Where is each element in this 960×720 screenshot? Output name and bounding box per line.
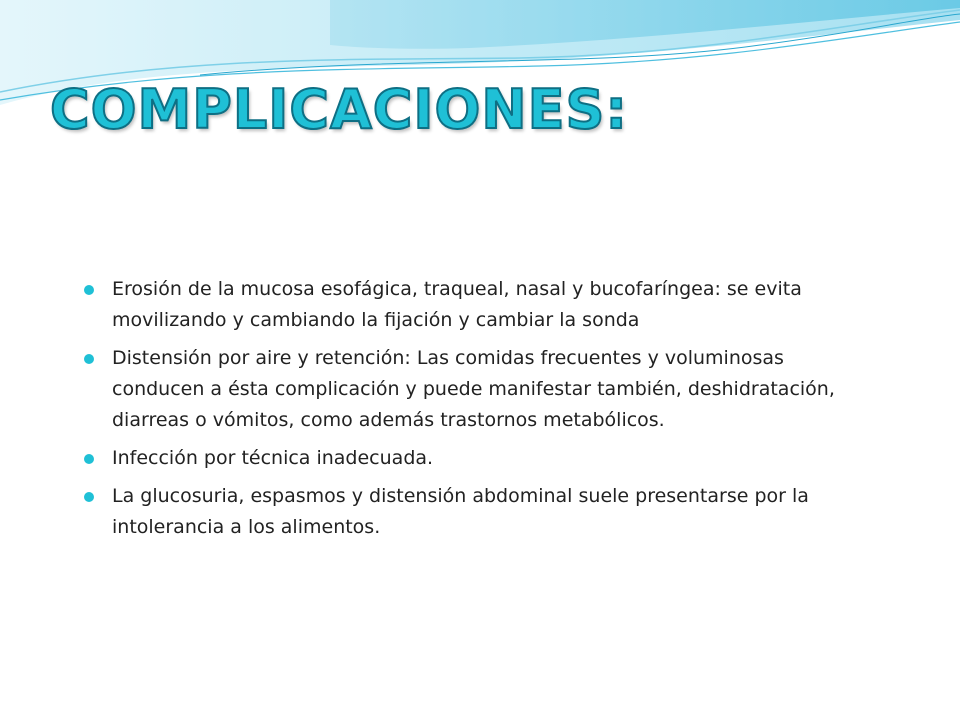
bullet-text: Distensión por aire y retención: Las comidas frecuentes y voluminosas conducen a ésta complicación y puede manifestar también, deshidratación, diarreas o vómitos, como además trastornos metabólicos.: [112, 347, 835, 431]
bullet-text: Erosión de la mucosa esofágica, traqueal, nasal y bucofaríngea: se evita movilizando y cambiando la fijación y cambiar la sonda: [112, 278, 802, 331]
bullet-dot-icon: [84, 354, 94, 364]
list-item: [84, 343, 844, 436]
bullet-dot-icon: [84, 285, 94, 295]
bullet-text: Infección por técnica inadecuada.: [112, 447, 434, 469]
bullet-list: [84, 274, 844, 550]
list-item: [84, 443, 844, 474]
slide-title: COMPLICACIONES:: [50, 78, 628, 141]
bullet-dot-icon: [84, 492, 94, 502]
list-item: [84, 274, 844, 336]
bullet-text: La glucosuria, espasmos y distensión abdominal suele presentarse por la intolerancia a los alimentos.: [112, 485, 809, 538]
bullet-dot-icon: [84, 454, 94, 464]
list-item: [84, 481, 844, 543]
